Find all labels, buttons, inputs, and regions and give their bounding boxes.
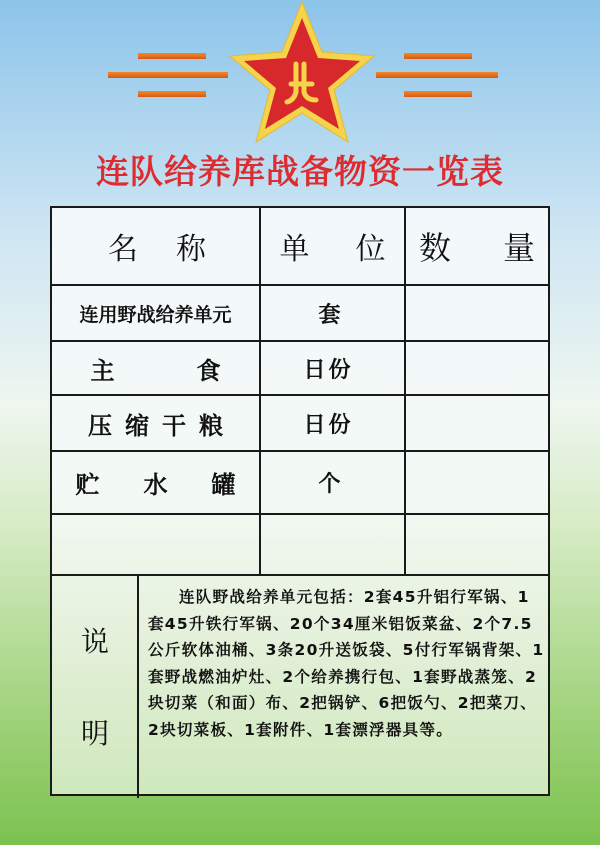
table-row (52, 452, 280, 513)
row-unit-cell (261, 452, 404, 513)
army-star-emblem (0, 0, 600, 150)
supplies-table (50, 206, 587, 796)
note-label-1: 说 (80, 625, 109, 658)
row-unit-cell (261, 396, 404, 450)
note-text: 连队野战给养单元包括：2套45升铝行军锅、1套45升铁行军锅、20个34厘米铝饭菜盆、2个7.5公斤软体油桶、3条20升送饭袋、5付行军锅背架、1套野战燃油炉灶、2个给养携行包、1套野战蒸笼、2块切菜（和面）布、2把锅铲、6把饭勺、2把菜刀、2块切菜板、1套附件、1套漂浮器具等。 (148, 588, 545, 739)
row-quantity-cell (406, 452, 548, 513)
row-name: 贮水罐 (75, 471, 280, 499)
header-quantity (406, 208, 587, 284)
header-unit-text: 单位 (279, 232, 432, 267)
row-unit: 日份 (303, 412, 354, 438)
row-unit: 日份 (303, 357, 354, 383)
row-unit-cell (261, 515, 404, 574)
table-row (52, 286, 259, 340)
row-quantity-cell (406, 515, 548, 574)
row-quantity-cell (406, 342, 548, 394)
row-name: 主食 (90, 356, 303, 385)
left-stripes (108, 53, 228, 97)
row-quantity-cell (406, 286, 548, 340)
header-name-text: 名称 (108, 232, 244, 267)
row-unit-cell (261, 286, 404, 340)
row-name: 连用野战给养单元 (79, 303, 232, 326)
table-row (52, 396, 259, 450)
row-quantity-cell (406, 396, 548, 450)
header-quantity-text: 数量 (418, 229, 587, 267)
right-stripes (376, 53, 498, 97)
note-label-2: 明 (80, 717, 109, 750)
header-unit (261, 208, 432, 284)
table-row (52, 515, 259, 574)
note-label (52, 574, 138, 798)
table-row (52, 342, 303, 394)
row-unit: 个 (318, 472, 341, 497)
row-unit-cell (261, 342, 404, 394)
page-title: 连队给养库战备物资一览表 (96, 152, 504, 191)
row-name: 压缩干粮 (88, 411, 236, 440)
header-name (72, 208, 247, 284)
row-unit: 套 (318, 302, 341, 328)
